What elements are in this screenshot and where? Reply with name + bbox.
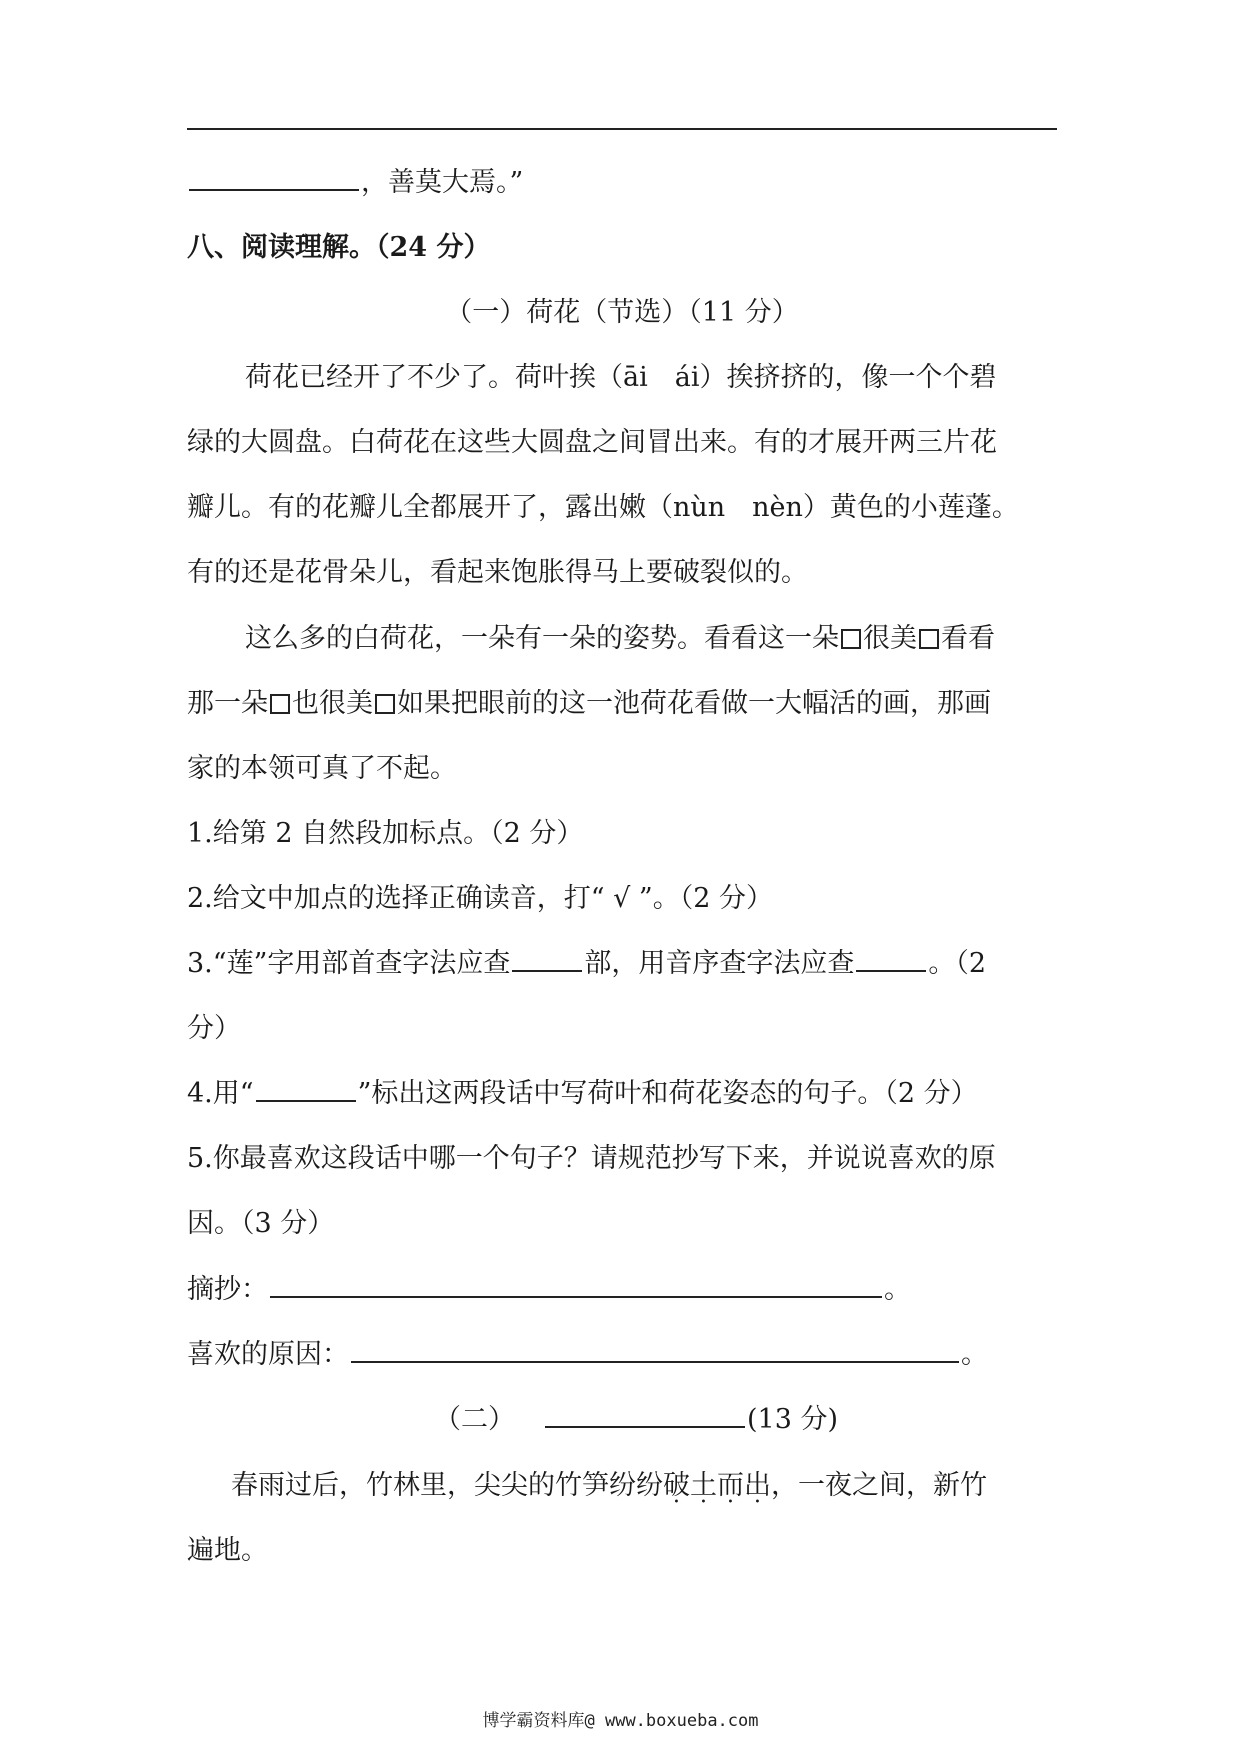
dotted-char: 而 xyxy=(717,1470,744,1501)
reason-answer-blank[interactable] xyxy=(351,1335,959,1363)
footer-watermark: 博学霸资料库@ www.boxueba.com xyxy=(482,1711,759,1731)
title-blank[interactable] xyxy=(545,1400,745,1428)
part1-paragraph2-line1: 这么多的白荷花，一朵有一朵的姿势。看看这一朵 很美 看看 xyxy=(245,623,995,654)
punctuation-box[interactable] xyxy=(375,694,395,714)
punctuation-box[interactable] xyxy=(270,694,290,714)
section-heading: 八、阅读理解。（24 分） xyxy=(187,232,491,263)
dotted-char: 破 xyxy=(663,1470,690,1501)
answer-blank[interactable] xyxy=(189,163,359,191)
part1-paragraph1-line2: 绿的大圆盘。白荷花在这些大圆盘之间冒出来。有的才展开两三片花 xyxy=(187,427,997,458)
question-5-line1: 5.你最喜欢这段话中哪一个句子？请规范抄写下来，并说说喜欢的原 xyxy=(187,1143,996,1174)
answer-line-top xyxy=(187,128,1057,130)
reason-answer-row: 喜欢的原因： 。 xyxy=(187,1335,1057,1375)
copy-answer-row: 摘抄： 。 xyxy=(187,1270,1057,1310)
question-5-line2: 因。（3 分） xyxy=(187,1208,335,1239)
part1-paragraph1-line3: 瓣儿。有的花瓣儿全都展开了，露出嫩（nùn nèn）黄色的小莲蓬。 xyxy=(187,492,1019,523)
copy-answer-blank[interactable] xyxy=(270,1270,882,1298)
part1-paragraph1-line1: 荷花已经开了不少了。荷叶挨（āi ái）挨挤挤的，像一个个碧 xyxy=(245,362,997,393)
punctuation-box[interactable] xyxy=(841,629,861,649)
part2-title: （二） (13 分) xyxy=(187,1400,1057,1440)
question-4: 4.用“ ”标出这两段话中写荷叶和荷花姿态的句子。（2 分） xyxy=(187,1074,1057,1114)
part2-paragraph-line2: 遍地。 xyxy=(187,1535,268,1566)
dotted-char: 出 xyxy=(744,1470,771,1501)
part1-paragraph2-line3: 家的本领可真了不起。 xyxy=(187,753,457,784)
part1-paragraph2-line2: 那一朵 也很美 如果把眼前的这一池荷花看做一大幅活的画，那画 xyxy=(187,688,991,719)
question-3-cont: 分） xyxy=(187,1013,241,1044)
part1-paragraph1-line4: 有的还是花骨朵儿，看起来饱胀得马上要破裂似的。 xyxy=(187,557,808,588)
part2-paragraph-line1: 春雨过后，竹林里，尖尖的竹笋纷纷破土而出，一夜之间，新竹 xyxy=(231,1470,987,1501)
question-2: 2.给文中加点的选择正确读音，打“ √ ”。（2 分） xyxy=(187,883,773,914)
part1-title: （一）荷花（节选）（11 分） xyxy=(445,297,799,328)
punctuation-box[interactable] xyxy=(919,629,939,649)
previous-question-line: ，善莫大焉。” xyxy=(187,163,1057,203)
question-3: 3.“莲”字用部首查字法应查 部，用音序查字法应查 。（2 xyxy=(187,944,1057,984)
dotted-char: 土 xyxy=(690,1470,717,1501)
question-1: 1.给第 2 自然段加标点。（2 分） xyxy=(187,818,584,849)
letter-blank[interactable] xyxy=(856,944,926,972)
radical-blank[interactable] xyxy=(512,944,582,972)
underline-sample xyxy=(256,1074,356,1102)
